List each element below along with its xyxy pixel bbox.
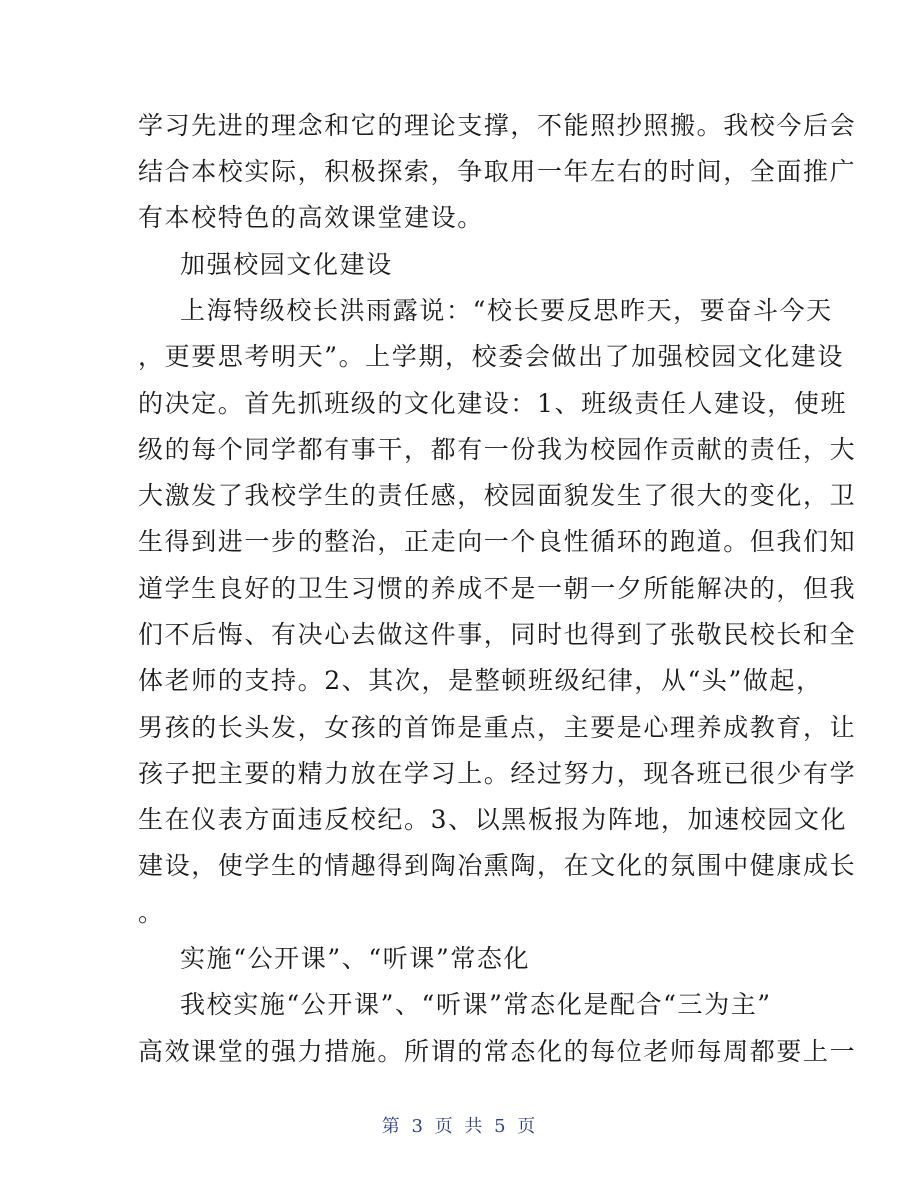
text-line: 上海特级校长洪雨露说：“校长要反思昨天，要奋斗今天 xyxy=(180,296,833,325)
text-line: 有本校特色的高效课堂建设。 xyxy=(138,203,484,232)
text-line: 的决定。首先抓班级的文化建设：1、班级责任人建设，使班 xyxy=(138,389,848,418)
text-line: ，更要思考明天”。上学期，校委会做出了加强校园文化建设 xyxy=(138,342,844,371)
text-line: 孩子把主要的精力放在学习上。经过努力，现各班已很少有学 xyxy=(138,759,857,788)
text-line: 道学生良好的卫生习惯的养成不是一朝一夕所能解决的，但我 xyxy=(138,574,857,603)
page-number-footer: 第 3 页 共 5 页 xyxy=(381,1116,539,1137)
text-line: 。 xyxy=(138,898,165,927)
section-heading: 加强校园文化建设 xyxy=(180,250,393,279)
text-line: 我校实施“公开课”、“听课”常态化是配合“三为主” xyxy=(180,990,772,1019)
text-line: 体老师的支持。2、其次，是整顿班级纪律，从“头”做起， xyxy=(138,666,823,695)
section-heading: 实施“公开课”、“听课”常态化 xyxy=(180,944,531,973)
text-line: 建设，使学生的情趣得到陶冶熏陶，在文化的氛围中健康成长 xyxy=(138,851,857,880)
text-line: 结合本校实际，积极探索，争取用一年左右的时间，全面推广 xyxy=(138,157,857,186)
text-line: 级的每个同学都有事干，都有一份我为校园作贡献的责任，大 xyxy=(138,435,857,464)
text-line: 学习先进的理念和它的理论支撑，不能照抄照搬。我校今后会 xyxy=(138,111,857,140)
text-line: 男孩的长头发，女孩的首饰是重点，主要是心理养成教育，让 xyxy=(138,713,857,742)
text-line: 生得到进一步的整治，正走向一个良性循环的跑道。但我们知 xyxy=(138,527,857,556)
text-line: 们不后悔、有决心去做这件事，同时也得到了张敬民校长和全 xyxy=(138,620,857,649)
text-line: 生在仪表方面违反校纪。3、以黑板报为阵地，加速校园文化 xyxy=(138,805,848,834)
text-line: 高效课堂的强力措施。所谓的常态化的每位老师每周都要上一 xyxy=(138,1037,857,1066)
text-line: 大激发了我校学生的责任感，校园面貌发生了很大的变化，卫 xyxy=(138,481,857,510)
